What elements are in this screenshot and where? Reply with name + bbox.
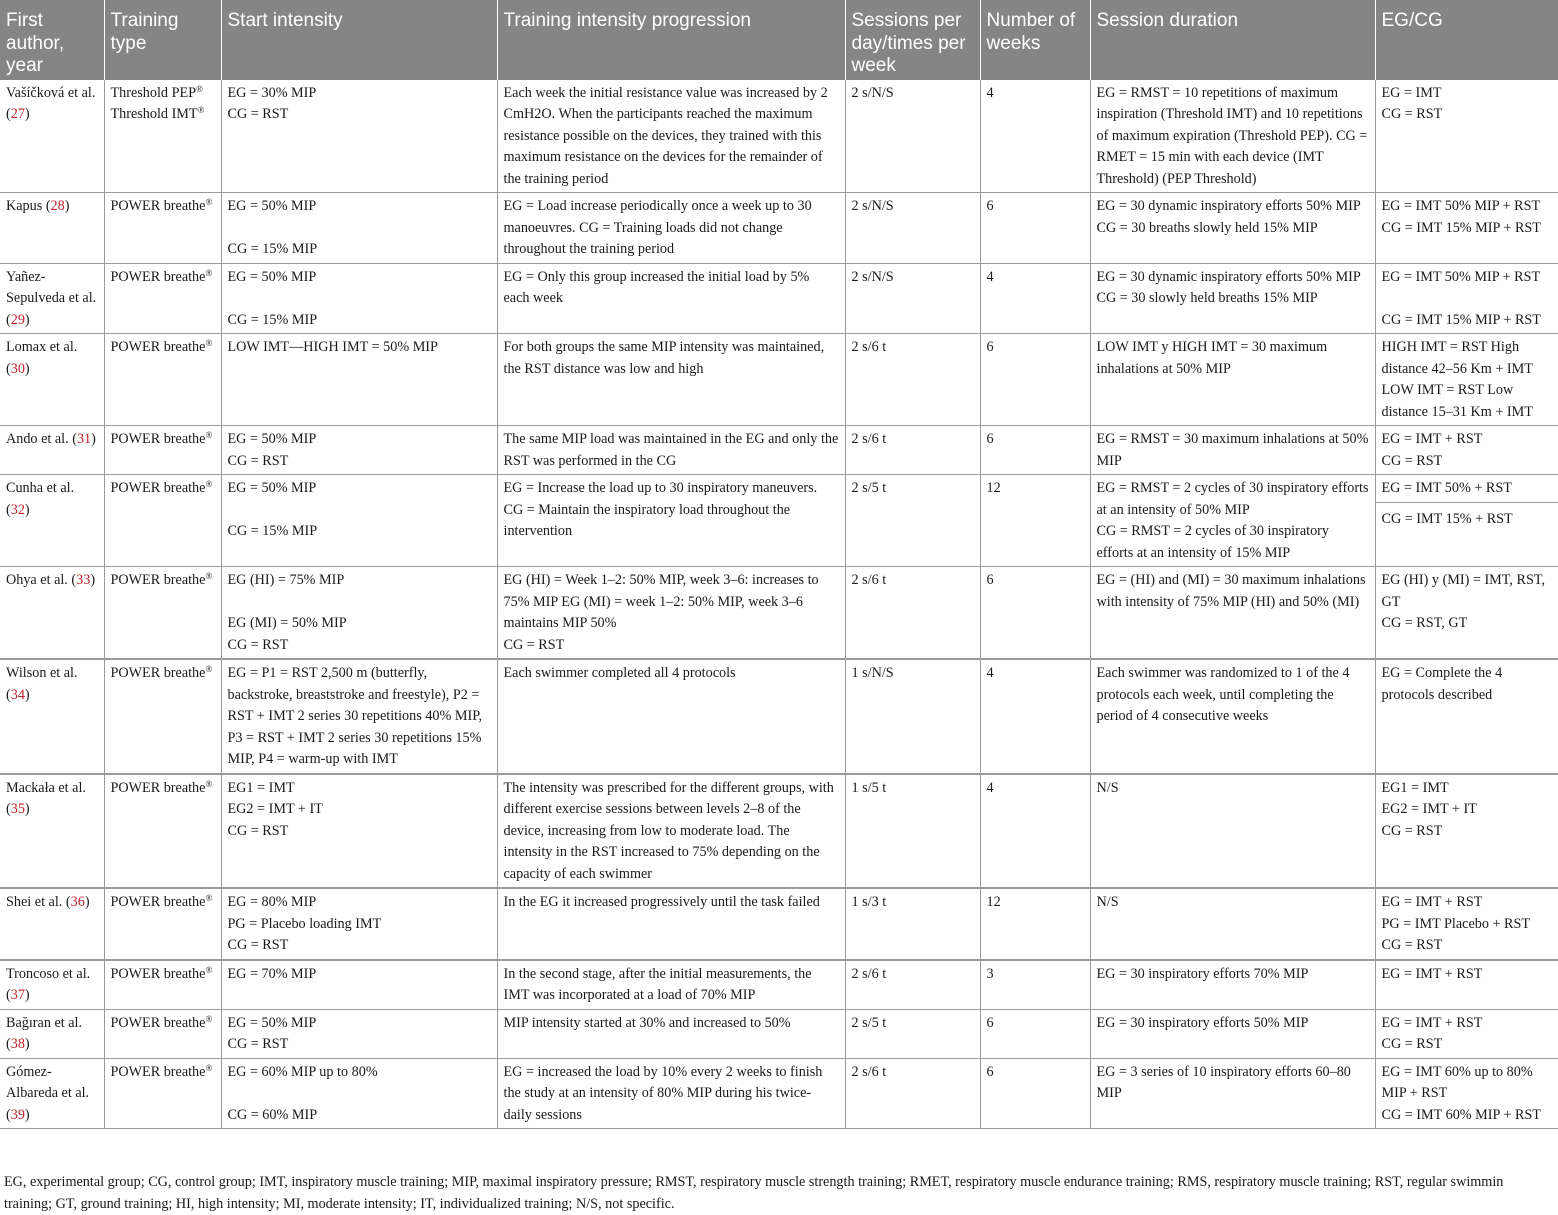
start-intensity-cell — [221, 659, 497, 774]
table-row — [0, 334, 1558, 426]
egcg-text — [1382, 288, 1553, 310]
table-row — [0, 80, 1558, 193]
start-intensity-cell — [221, 426, 497, 475]
registered-mark: ® — [205, 779, 212, 789]
sessions-value: 2 s/5 t — [852, 480, 887, 496]
weeks-value: 6 — [987, 431, 994, 447]
egcg-text: CG = IMT 60% MIP + RST — [1382, 1105, 1553, 1127]
duration-text: EG = 30 inspiratory efforts 50% MIP — [1097, 1013, 1369, 1035]
registered-mark: ® — [205, 479, 212, 489]
progression-cell — [497, 774, 845, 889]
start-intensity-cell — [221, 774, 497, 889]
start-intensity-text: CG = 15% MIP — [228, 521, 491, 543]
citation-link: 37 — [11, 987, 25, 1003]
sessions-cell — [845, 193, 980, 264]
training-type-cell — [104, 888, 221, 960]
registered-mark: ® — [205, 893, 212, 903]
progression-text: EG = Increase the load up to 30 inspiratory maneuvers. CG = Maintain the inspiratory load throughout the intervention — [504, 478, 839, 543]
egcg-text: EG = IMT 50% + RST — [1376, 478, 1558, 503]
table-row — [0, 475, 1558, 567]
citation-link: 39 — [11, 1107, 25, 1123]
progression-text: For both groups the same MIP intensity was maintained, the RST distance was low and high — [504, 337, 839, 380]
duration-cell — [1090, 426, 1375, 475]
start-intensity-text: EG = P1 = RST 2,500 m (butterfly, backstroke, breaststroke and freestyle), P2 = RST + IMT 2 series 30 repetitions 40% MIP, P3 = RST + IMT 2 series 30 repetitions 15% MIP, P4 = warm-up with IMT — [228, 663, 491, 771]
training-device: POWER breathe — [111, 431, 206, 447]
citation-link: 30 — [11, 361, 25, 377]
citation-link: 32 — [11, 502, 25, 518]
egcg-cell — [1375, 659, 1558, 774]
sessions-value: 2 s/N/S — [852, 85, 894, 101]
author-name: Ando et al. — [6, 431, 69, 447]
training-device: POWER breathe — [111, 480, 206, 496]
sessions-cell — [845, 1009, 980, 1058]
duration-cell — [1090, 659, 1375, 774]
duration-cell — [1090, 475, 1375, 567]
start-intensity-text: EG = 50% MIP — [228, 1013, 491, 1035]
start-intensity-text: EG (MI) = 50% MIP — [228, 613, 491, 635]
progression-cell — [497, 193, 845, 264]
registered-mark: ® — [205, 268, 212, 278]
training-device: POWER breathe — [111, 665, 206, 681]
sessions-cell — [845, 774, 980, 889]
author-name: Lomax et al. — [6, 339, 77, 355]
start-intensity-text: EG = 70% MIP — [228, 964, 491, 986]
progression-text: In the EG it increased progressively until the task failed — [504, 892, 839, 914]
training-device: POWER breathe — [111, 198, 206, 214]
sessions-cell — [845, 475, 980, 567]
weeks-value: 12 — [987, 480, 1001, 496]
weeks-cell — [980, 888, 1090, 960]
table-row — [0, 888, 1558, 960]
registered-mark: ® — [205, 1014, 212, 1024]
author-name: Mackała et al. — [6, 780, 86, 796]
sessions-cell — [845, 1058, 980, 1129]
citation-link: 38 — [11, 1036, 25, 1052]
citation-link: 28 — [51, 198, 65, 214]
weeks-value: 4 — [987, 780, 994, 796]
weeks-cell — [980, 263, 1090, 334]
table-row — [0, 774, 1558, 889]
registered-mark: ® — [198, 105, 205, 115]
egcg-text: EG = IMT + RST — [1382, 1013, 1553, 1035]
weeks-value: 4 — [987, 665, 994, 681]
progression-cell — [497, 567, 845, 660]
egcg-cell — [1375, 774, 1558, 889]
author-name: Bağıran et al. — [6, 1015, 82, 1031]
registered-mark: ® — [205, 338, 212, 348]
author-name: Gómez-Albareda et al. — [6, 1064, 89, 1102]
training-device: POWER breathe — [111, 269, 206, 285]
progression-cell — [497, 426, 845, 475]
egcg-text: EG2 = IMT + IT — [1382, 799, 1553, 821]
start-intensity-text: EG = 30% MIP — [228, 83, 491, 105]
training-type-cell — [104, 426, 221, 475]
start-intensity-text: EG2 = IMT + IT — [228, 799, 491, 821]
author-name: Wilson et al. — [6, 665, 78, 681]
sessions-value: 1 s/3 t — [852, 894, 887, 910]
egcg-text: CG = IMT 15% + RST — [1382, 503, 1553, 531]
duration-cell — [1090, 960, 1375, 1010]
registered-mark: ® — [205, 430, 212, 440]
start-intensity-text: EG = 50% MIP — [228, 267, 491, 289]
sessions-cell — [845, 659, 980, 774]
training-device: Threshold PEP — [111, 85, 197, 101]
author-name: Troncoso et al. — [6, 966, 90, 982]
header-duration: Session duration — [1090, 0, 1375, 80]
egcg-text: CG = RST — [1382, 935, 1553, 957]
egcg-text: EG1 = IMT — [1382, 778, 1553, 800]
duration-text: LOW IMT y HIGH IMT = 30 maximum inhalations at 50% MIP — [1097, 337, 1369, 380]
egcg-text: EG = IMT + RST — [1382, 964, 1553, 986]
progression-cell — [497, 1058, 845, 1129]
start-intensity-cell — [221, 80, 497, 193]
progression-cell — [497, 960, 845, 1010]
sessions-cell — [845, 426, 980, 475]
sessions-cell — [845, 263, 980, 334]
author-cell: Shei et al. (36) — [0, 888, 104, 960]
sessions-value: 2 s/N/S — [852, 269, 894, 285]
weeks-cell — [980, 334, 1090, 426]
training-device: Threshold IMT — [111, 106, 198, 122]
citation-link: 33 — [76, 572, 90, 588]
sessions-cell — [845, 80, 980, 193]
registered-mark: ® — [205, 571, 212, 581]
progression-text: CG = RST — [504, 635, 839, 657]
progression-cell — [497, 334, 845, 426]
author-name: Yañez-Sepulveda et al. — [6, 269, 96, 307]
egcg-text: HIGH IMT = RST High distance 42–56 Km + IMT — [1382, 337, 1553, 380]
author-name: Shei et al. — [6, 894, 62, 910]
duration-cell — [1090, 567, 1375, 660]
start-intensity-text: CG = 60% MIP — [228, 1105, 491, 1127]
start-intensity-text: EG = 50% MIP — [228, 429, 491, 451]
start-intensity-text — [228, 500, 491, 522]
weeks-cell — [980, 774, 1090, 889]
progression-cell — [497, 1009, 845, 1058]
weeks-cell — [980, 80, 1090, 193]
duration-text: EG = 30 dynamic inspiratory efforts 50% MIP — [1097, 196, 1369, 218]
weeks-cell — [980, 1009, 1090, 1058]
sessions-cell — [845, 567, 980, 660]
start-intensity-cell — [221, 1058, 497, 1129]
duration-text: EG = (HI) and (MI) = 30 maximum inhalations with intensity of 75% MIP (HI) and 50% (MI) — [1097, 570, 1369, 613]
progression-text: EG = increased the load by 10% every 2 weeks to finish the study at an intensity of 80% MIP during his twice-daily sessions — [504, 1062, 839, 1127]
training-device: POWER breathe — [111, 1015, 206, 1031]
egcg-text: CG = IMT 15% MIP + RST — [1382, 218, 1553, 240]
table-row — [0, 567, 1558, 660]
start-intensity-text: PG = Placebo loading IMT — [228, 914, 491, 936]
egcg-cell — [1375, 888, 1558, 960]
weeks-cell — [980, 960, 1090, 1010]
start-intensity-text: CG = RST — [228, 935, 491, 957]
author-name: Ohya et al. — [6, 572, 68, 588]
progression-text: The intensity was prescribed for the different groups, with different exercise sessions between levels 2–8 of the device, increasing from low to moderate load. The intensity in the RST increased to 75% depending on the capacity of each swimmer — [504, 778, 839, 886]
author-cell: Vašíčková et al. (27) — [0, 80, 104, 193]
training-device: POWER breathe — [111, 572, 206, 588]
duration-text: CG = 30 breaths slowly held 15% MIP — [1097, 218, 1369, 240]
table-body — [0, 80, 1558, 1129]
table-row — [0, 1058, 1558, 1129]
sessions-value: 2 s/6 t — [852, 1064, 887, 1080]
egcg-text: LOW IMT = RST Low distance 15–31 Km + IMT — [1382, 380, 1553, 423]
header-egcg: EG/CG — [1375, 0, 1558, 80]
egcg-text: EG = IMT — [1382, 83, 1553, 105]
duration-cell — [1090, 1009, 1375, 1058]
table-row — [0, 960, 1558, 1010]
registered-mark: ® — [205, 1063, 212, 1073]
author-cell: Kapus (28) — [0, 193, 104, 264]
weeks-cell — [980, 1058, 1090, 1129]
citation-link: 36 — [71, 894, 85, 910]
header-row — [0, 0, 1558, 80]
start-intensity-text: EG1 = IMT — [228, 778, 491, 800]
egcg-cell — [1375, 193, 1558, 264]
egcg-text: PG = IMT Placebo + RST — [1382, 914, 1553, 936]
egcg-cell — [1375, 80, 1558, 193]
sessions-value: 1 s/5 t — [852, 780, 887, 796]
start-intensity-text: EG = 50% MIP — [228, 196, 491, 218]
egcg-cell — [1375, 567, 1558, 660]
progression-text: EG (HI) = Week 1–2: 50% MIP, week 3–6: increases to 75% MIP EG (MI) = week 1–2: 50% MIP, week 3–6 maintains MIP 50% — [504, 570, 839, 635]
training-device: POWER breathe — [111, 780, 206, 796]
progression-text: In the second stage, after the initial measurements, the IMT was incorporated at a load of 70% MIP — [504, 964, 839, 1007]
author-cell: Gómez-Albareda et al. (39) — [0, 1058, 104, 1129]
training-type-cell — [104, 263, 221, 334]
weeks-value: 6 — [987, 1064, 994, 1080]
training-type-cell — [104, 334, 221, 426]
duration-text: EG = RMST = 10 repetitions of maximum inspiration (Threshold IMT) and 10 repetitions of maximum expiration (Threshold PEP). CG = RMET = 15 min with each device (IMT Threshold) (PEP Threshold) — [1097, 83, 1369, 191]
training-type-cell — [104, 567, 221, 660]
weeks-cell — [980, 659, 1090, 774]
progression-text: EG = Load increase periodically once a week up to 30 manoeuvres. CG = Training loads did not change throughout the training period — [504, 196, 839, 261]
sessions-value: 2 s/N/S — [852, 198, 894, 214]
start-intensity-cell — [221, 1009, 497, 1058]
duration-cell — [1090, 774, 1375, 889]
training-type-cell — [104, 80, 221, 193]
author-cell: Ando et al. (31) — [0, 426, 104, 475]
sessions-value: 2 s/6 t — [852, 572, 887, 588]
start-intensity-cell — [221, 888, 497, 960]
duration-cell — [1090, 1058, 1375, 1129]
training-type-cell — [104, 960, 221, 1010]
author-name: Kapus — [6, 198, 42, 214]
duration-cell — [1090, 334, 1375, 426]
author-cell: Bağıran et al. (38) — [0, 1009, 104, 1058]
duration-text: EG = 30 inspiratory efforts 70% MIP — [1097, 964, 1369, 986]
progression-text: EG = Only this group increased the initial load by 5% each week — [504, 267, 839, 310]
training-device: POWER breathe — [111, 894, 206, 910]
duration-text: N/S — [1097, 892, 1369, 914]
weeks-value: 3 — [987, 966, 994, 982]
start-intensity-cell — [221, 193, 497, 264]
sessions-value: 2 s/5 t — [852, 1015, 887, 1031]
start-intensity-text — [228, 592, 491, 614]
table-row — [0, 659, 1558, 774]
footnote: EG, experimental group; CG, control group; IMT, inspiratory muscle training; MIP, maximal inspiratory pressure; RMST, respiratory muscle strength training; RMET, respiratory muscle endurance training; RMS, respiratory muscle training; RST, regular swimmin training; GT, ground training; HI, high intensity; MI, moderate intensity; IT, individualized training; N/S, not specific. — [4, 1172, 1554, 1215]
start-intensity-cell — [221, 960, 497, 1010]
author-cell: Lomax et al. (30) — [0, 334, 104, 426]
duration-text: CG = RMST = 2 cycles of 30 inspiratory efforts at an intensity of 15% MIP — [1097, 521, 1369, 564]
sessions-cell — [845, 334, 980, 426]
start-intensity-cell — [221, 263, 497, 334]
sessions-cell — [845, 888, 980, 960]
egcg-text: CG = RST — [1382, 1034, 1553, 1056]
sessions-value: 2 s/6 t — [852, 966, 887, 982]
sessions-cell — [845, 960, 980, 1010]
egcg-text: EG = IMT 60% up to 80% MIP + RST — [1382, 1062, 1553, 1105]
egcg-text: CG = RST — [1382, 451, 1553, 473]
duration-cell — [1090, 80, 1375, 193]
start-intensity-text: EG = 60% MIP up to 80% — [228, 1062, 491, 1084]
egcg-text: CG = RST — [1382, 104, 1553, 126]
start-intensity-text: CG = RST — [228, 104, 491, 126]
egcg-text: EG (HI) y (MI) = IMT, RST, GT — [1382, 570, 1553, 613]
duration-cell — [1090, 263, 1375, 334]
progression-cell — [497, 80, 845, 193]
training-device: POWER breathe — [111, 339, 206, 355]
training-type-cell — [104, 659, 221, 774]
start-intensity-text — [228, 1083, 491, 1105]
start-intensity-cell — [221, 567, 497, 660]
start-intensity-text — [228, 218, 491, 240]
author-cell: Ohya et al. (33) — [0, 567, 104, 660]
registered-mark: ® — [205, 197, 212, 207]
progression-cell — [497, 888, 845, 960]
progression-cell — [497, 263, 845, 334]
egcg-text: CG = RST — [1382, 821, 1553, 843]
duration-text: N/S — [1097, 778, 1369, 800]
author-cell: Wilson et al. (34) — [0, 659, 104, 774]
egcg-text: EG = IMT + RST — [1382, 892, 1553, 914]
weeks-value: 6 — [987, 1015, 994, 1031]
weeks-value: 4 — [987, 269, 994, 285]
start-intensity-text: CG = 15% MIP — [228, 310, 491, 332]
weeks-value: 6 — [987, 572, 994, 588]
egcg-cell — [1375, 334, 1558, 426]
egcg-text: EG = IMT 50% MIP + RST — [1382, 267, 1553, 289]
sessions-value: 2 s/6 t — [852, 431, 887, 447]
training-type-cell — [104, 475, 221, 567]
duration-cell — [1090, 193, 1375, 264]
egcg-cell — [1375, 1009, 1558, 1058]
start-intensity-cell — [221, 334, 497, 426]
start-intensity-text: EG (HI) = 75% MIP — [228, 570, 491, 592]
egcg-text: EG = IMT 50% MIP + RST — [1382, 196, 1553, 218]
duration-text: CG = 30 slowly held breaths 15% MIP — [1097, 288, 1369, 310]
egcg-text: EG = Complete the 4 protocols described — [1382, 663, 1553, 706]
author-cell: Troncoso et al. (37) — [0, 960, 104, 1010]
author-cell: Cunha et al. (32) — [0, 475, 104, 567]
training-device: POWER breathe — [111, 1064, 206, 1080]
header-sessions: Sessions per day/times per week — [845, 0, 980, 80]
training-type-cell — [104, 193, 221, 264]
egcg-cell — [1375, 475, 1558, 567]
training-type-cell — [104, 774, 221, 889]
registered-mark: ® — [196, 84, 203, 94]
egcg-text: EG = IMT + RST — [1382, 429, 1553, 451]
registered-mark: ® — [205, 664, 212, 674]
start-intensity-text: CG = RST — [228, 1034, 491, 1056]
sessions-value: 2 s/6 t — [852, 339, 887, 355]
progression-text: The same MIP load was maintained in the EG and only the RST was performed in the CG — [504, 429, 839, 472]
table-row — [0, 1009, 1558, 1058]
author-name: Cunha et al. — [6, 480, 74, 496]
duration-text: EG = 3 series of 10 inspiratory efforts 60–80 MIP — [1097, 1062, 1369, 1105]
sessions-value: 1 s/N/S — [852, 665, 894, 681]
start-intensity-text — [228, 288, 491, 310]
egcg-text: CG = IMT 15% MIP + RST — [1382, 310, 1553, 332]
duration-text: EG = 30 dynamic inspiratory efforts 50% MIP — [1097, 267, 1369, 289]
training-type-cell — [104, 1009, 221, 1058]
start-intensity-text: EG = 50% MIP — [228, 478, 491, 500]
duration-text: EG = RMST = 2 cycles of 30 inspiratory efforts at an intensity of 50% MIP — [1097, 478, 1369, 521]
header-start-intensity: Start intensity — [221, 0, 497, 80]
weeks-cell — [980, 567, 1090, 660]
weeks-value: 6 — [987, 339, 994, 355]
weeks-value: 6 — [987, 198, 994, 214]
egcg-cell — [1375, 263, 1558, 334]
weeks-value: 12 — [987, 894, 1001, 910]
citation-link: 29 — [11, 312, 25, 328]
start-intensity-cell — [221, 475, 497, 567]
citation-link: 27 — [11, 106, 25, 122]
start-intensity-text: EG = 80% MIP — [228, 892, 491, 914]
start-intensity-text: CG = RST — [228, 821, 491, 843]
progression-text: Each swimmer completed all 4 protocols — [504, 663, 839, 685]
progression-text: MIP intensity started at 30% and increased to 50% — [504, 1013, 839, 1035]
citation-link: 34 — [11, 687, 25, 703]
progression-cell — [497, 475, 845, 567]
egcg-cell — [1375, 426, 1558, 475]
start-intensity-text: CG = RST — [228, 635, 491, 657]
duration-text: Each swimmer was randomized to 1 of the 4 protocols each week, until completing the period of 4 consecutive weeks — [1097, 663, 1369, 728]
table-row — [0, 426, 1558, 475]
registered-mark: ® — [205, 965, 212, 975]
table-row — [0, 193, 1558, 264]
author-cell: Yañez-Sepulveda et al. (29) — [0, 263, 104, 334]
header-progression: Training intensity progression — [497, 0, 845, 80]
weeks-cell — [980, 193, 1090, 264]
egcg-cell — [1375, 1058, 1558, 1129]
progression-text: Each week the initial resistance value was increased by 2 CmH2O. When the participants reached the maximum resistance possible on the devices, they trained with this maximum resistance on the devices for the remainder of the training period — [504, 83, 839, 191]
start-intensity-text: LOW IMT—HIGH IMT = 50% MIP — [228, 337, 491, 359]
training-type-cell — [104, 1058, 221, 1129]
weeks-value: 4 — [987, 85, 994, 101]
start-intensity-text: CG = RST — [228, 451, 491, 473]
egcg-text: CG = RST, GT — [1382, 613, 1553, 635]
duration-text: EG = RMST = 30 maximum inhalations at 50% MIP — [1097, 429, 1369, 472]
header-weeks: Number of weeks — [980, 0, 1090, 80]
author-cell: Mackała et al. (35) — [0, 774, 104, 889]
egcg-cell — [1375, 960, 1558, 1010]
header-training-type: Training type — [104, 0, 221, 80]
table-row — [0, 263, 1558, 334]
start-intensity-text: CG = 15% MIP — [228, 239, 491, 261]
header-author: First author, year — [0, 0, 104, 80]
weeks-cell — [980, 475, 1090, 567]
weeks-cell — [980, 426, 1090, 475]
citation-link: 35 — [11, 801, 25, 817]
citation-link: 31 — [77, 431, 91, 447]
duration-cell — [1090, 888, 1375, 960]
author-name: Vašíčková et al. — [6, 85, 95, 101]
training-device: POWER breathe — [111, 966, 206, 982]
progression-cell — [497, 659, 845, 774]
